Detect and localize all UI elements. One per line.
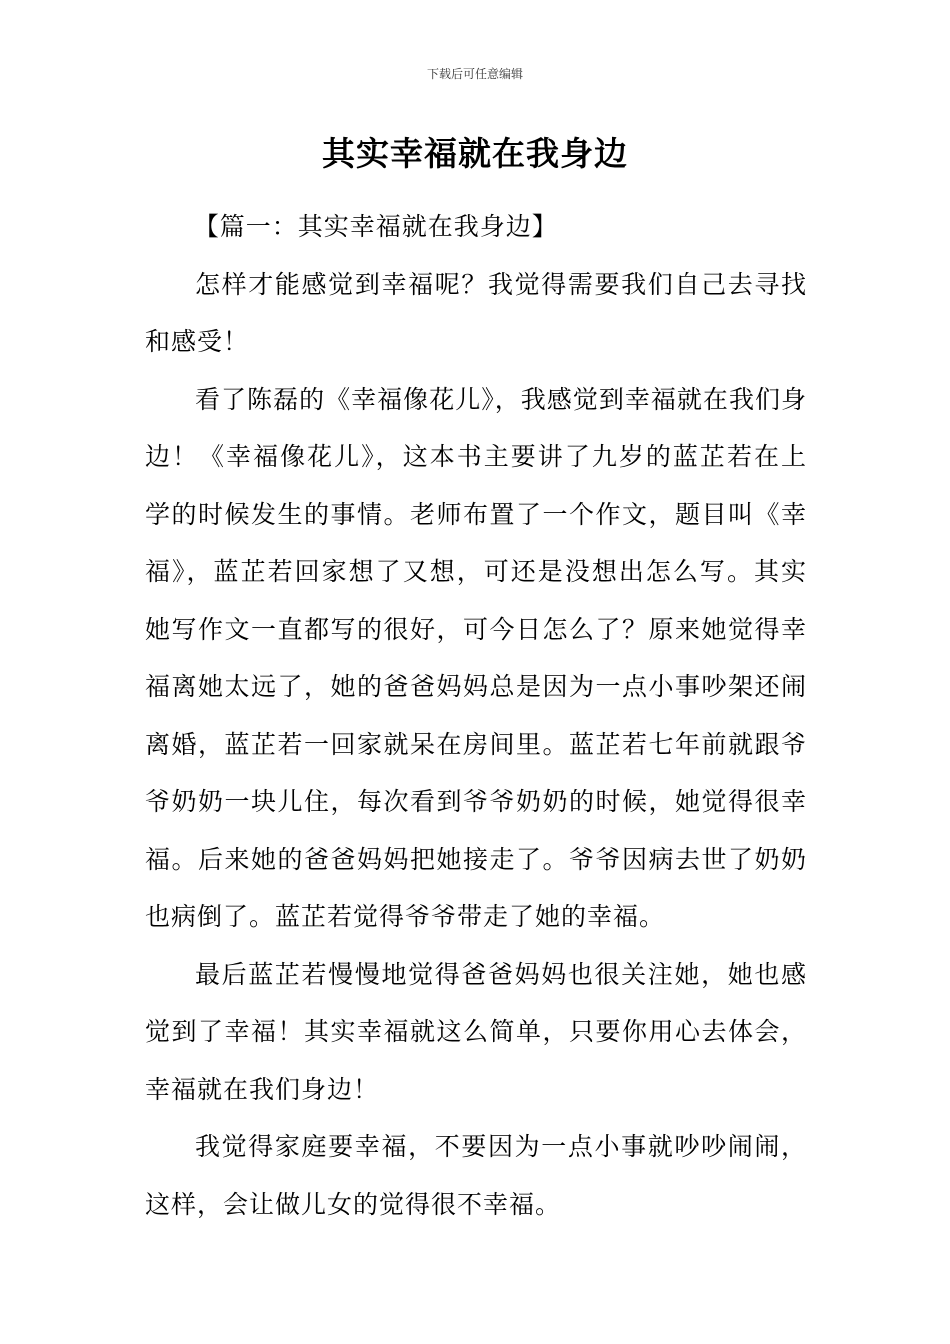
section-heading: 【篇一：其实幸福就在我身边】 [193, 212, 558, 241]
page-title: 其实幸福就在我身边 [322, 134, 628, 173]
paragraph: 看了陈磊的《幸福像花儿》，我感觉到幸福就在我们身边！《幸福像花儿》，这本书主要讲了九岁的蓝芷若在上学的时候发生的事情。老师布置了一个作文，题目叫《幸福》，蓝芷若回家想了又想，可还是没想出怎么写。其实她写作文一直都写的很好，可今日怎么了？原来她觉得幸福离她太远了，她的爸爸妈妈总是因为一点小事吵架还闹离婚，蓝芷若一回家就呆在房间里。蓝芷若七年前就跟爷爷奶奶一块儿住，每次看到爷爷奶奶的时候，她觉得很幸福。后来她的爸爸妈妈把她接走了。爷爷因病去世了奶奶也病倒了。蓝芷若觉得爷爷带走了她的幸福。 [145, 384, 807, 931]
paragraph: 最后蓝芷若慢慢地觉得爸爸妈妈也很关注她，她也感觉到了幸福！其实幸福就这么简单，只要你用心去体会，幸福就在我们身边！ [145, 959, 807, 1104]
paragraph: 怎样才能感觉到幸福呢？我觉得需要我们自己去寻找和感受！ [145, 269, 807, 356]
paragraph: 我觉得家庭要幸福，不要因为一点小事就吵吵闹闹，这样，会让做儿女的觉得很不幸福。 [145, 1132, 807, 1219]
header-note: 下载后可任意编辑 [426, 67, 523, 81]
document-body [145, 198, 807, 1233]
